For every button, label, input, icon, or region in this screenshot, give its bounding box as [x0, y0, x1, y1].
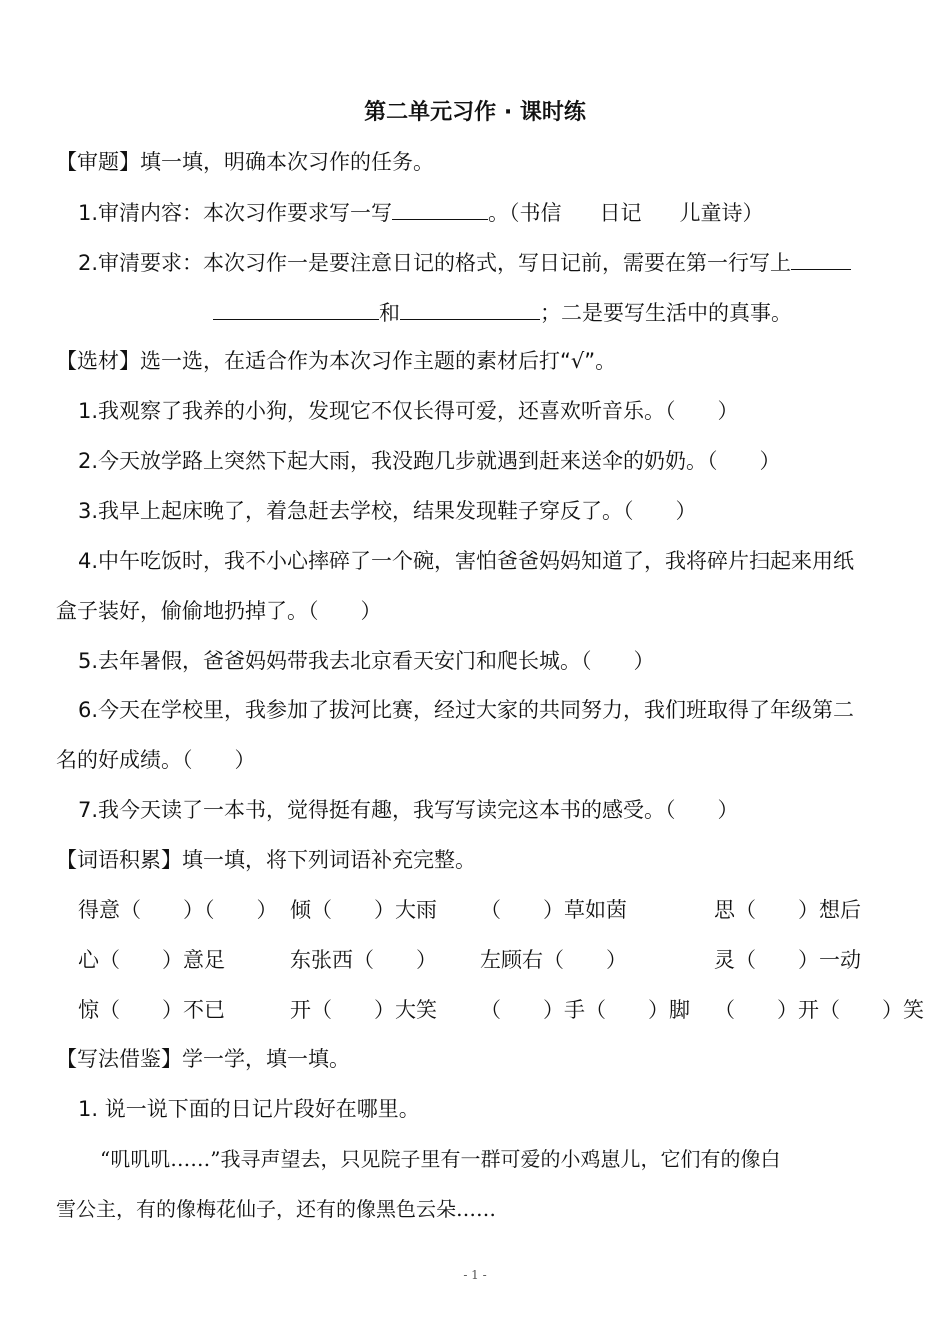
q1-option-diary: 日记	[599, 201, 642, 225]
list-item-continued: 盒子装好，偷偷地扔掉了。（ ）	[56, 599, 382, 623]
list-item: 4.中午吃饭时，我不小心摔碎了一个碗，害怕爸爸妈妈知道了，我将碎片扫起来用纸	[78, 549, 855, 573]
list-item: 1.我观察了我养的小狗，发现它不仅长得可爱，还喜欢听音乐。（ ）	[78, 399, 739, 423]
q1-label: 1.审清内容：	[78, 201, 204, 225]
word-cell: 左顾右（ ）	[480, 948, 627, 972]
word-cell: 心（ ）意足	[78, 948, 225, 972]
section-header-xiefa: 【写法借鉴】学一学，填一填。	[56, 1047, 350, 1071]
word-cell: 东张西（ ）	[290, 948, 437, 972]
list-item: 7.我今天读了一本书，觉得挺有趣，我写写读完这本书的感受。（ ）	[78, 798, 739, 822]
word-cell: 得意（ ）（ ）	[78, 898, 278, 922]
q2-blank-1b[interactable]	[213, 297, 379, 320]
q2-line2-end: ；二是要写生活中的真事。	[540, 301, 792, 325]
word-cell: （ ）开（ ）笑	[714, 998, 924, 1022]
q1-before: 本次习作要求写一写	[203, 201, 393, 225]
q2-line1-text: 本次习作一是要注意日记的格式，写日记前，需要在第一行写上	[203, 251, 792, 275]
word-cell: 惊（ ）不已	[78, 998, 225, 1022]
list-item: 5.去年暑假，爸爸妈妈带我去北京看天安门和爬长城。（ ）	[78, 649, 655, 673]
page-title: 第二单元习作 · 课时练	[364, 100, 586, 125]
excerpt-line-1: “叽叽叽……”我寻声望去，只见院子里有一群可爱的小鸡崽儿，它们有的像白	[100, 1147, 781, 1171]
q1-after: 。（书信	[488, 201, 562, 225]
excerpt-line-2: 雪公主，有的像梅花仙子，还有的像黑色云朵……	[56, 1197, 496, 1221]
q1-blank[interactable]	[392, 197, 488, 220]
section-header-shenti: 【审题】填一填，明确本次习作的任务。	[56, 150, 434, 174]
word-cell: 思（ ）想后	[714, 898, 861, 922]
word-cell: （ ）手（ ）脚	[480, 998, 690, 1022]
list-item: 2.今天放学路上突然下起大雨，我没跑几步就遇到赶来送伞的奶奶。（ ）	[78, 449, 781, 473]
q2-and: 和	[379, 301, 400, 325]
q2-blank-1a[interactable]	[791, 247, 851, 270]
word-cell: （ ）草如茵	[480, 898, 627, 922]
section-header-ciyu: 【词语积累】填一填，将下列词语补充完整。	[56, 848, 476, 872]
word-cell: 倾（ ）大雨	[290, 898, 437, 922]
q1-option-poem: 儿童诗）	[679, 201, 764, 225]
q2-blank-2[interactable]	[400, 297, 540, 320]
list-item: 6.今天在学校里，我参加了拔河比赛，经过大家的共同努力，我们班取得了年级第二	[78, 698, 855, 722]
shenti-q2-line1	[78, 247, 851, 278]
page-number: - 1 -	[463, 1268, 487, 1282]
word-cell: 开（ ）大笑	[290, 998, 437, 1022]
shenti-q2-line2	[213, 297, 792, 328]
q2-label: 2.审清要求：	[78, 251, 204, 275]
word-cell: 灵（ ）一动	[714, 948, 861, 972]
list-item: 3.我早上起床晚了，着急赶去学校，结果发现鞋子穿反了。（ ）	[78, 499, 697, 523]
section-header-xuancai: 【选材】选一选，在适合作为本次习作主题的素材后打“√”。	[56, 349, 617, 373]
list-item-continued: 名的好成绩。（ ）	[56, 748, 256, 772]
xiefa-q1: 1. 说一说下面的日记片段好在哪里。	[78, 1097, 420, 1121]
shenti-q1	[78, 197, 764, 228]
